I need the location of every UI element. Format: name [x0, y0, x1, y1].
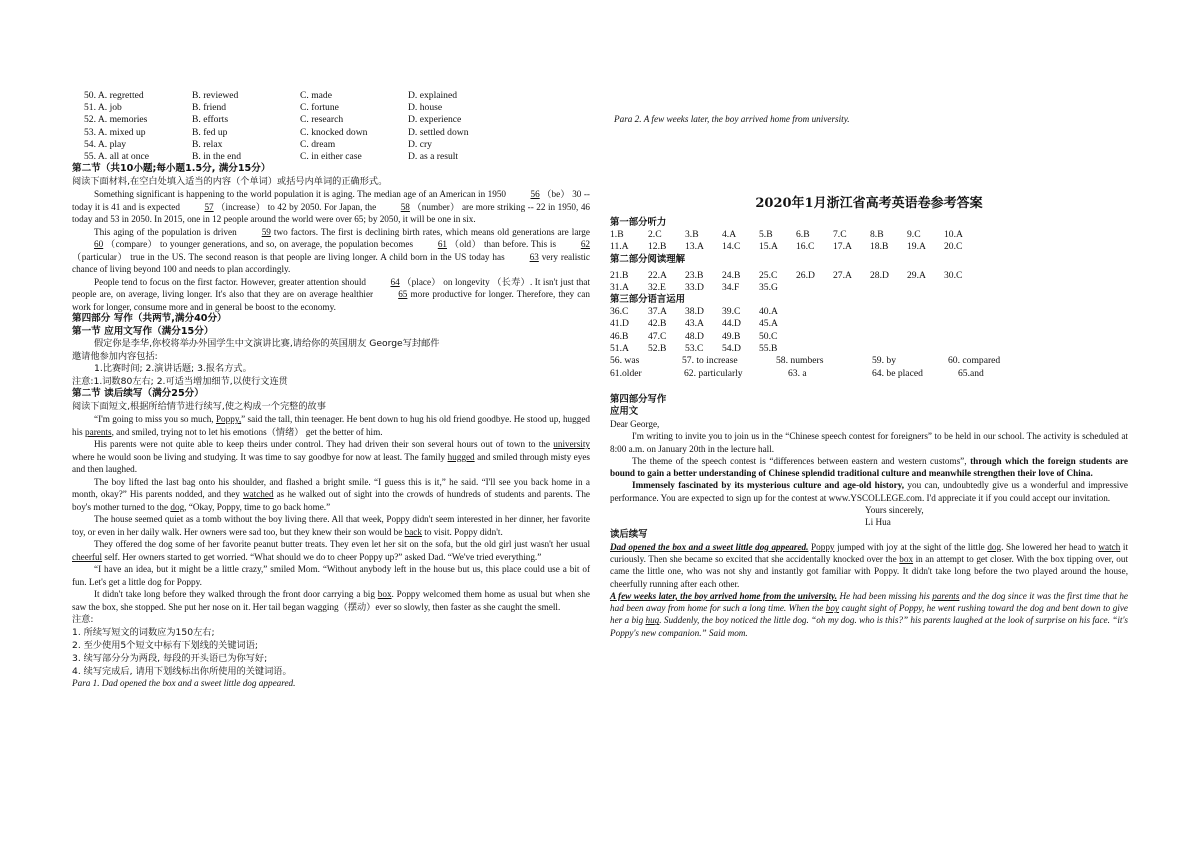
option: D. as a result: [408, 151, 459, 163]
section-title: 第二节（共10小题;每小题1.5分, 满分15分）: [72, 163, 271, 175]
note-item: 3. 续写部分分为两段, 每段的开头语已为你写好;: [72, 653, 268, 665]
option: B. relax: [192, 138, 223, 150]
keyword: cheerful: [72, 551, 103, 562]
option: B. in the end: [192, 151, 242, 163]
answer-subsection-title: 应用文: [610, 405, 639, 417]
keyword: university: [553, 439, 590, 450]
note-item: 2. 至少使用5个短文中标有下划线的关键词语;: [72, 640, 259, 652]
answer-title: 2020年1月浙江省高考英语卷参考答案: [755, 196, 983, 211]
story-paragraph: It didn't take long before they walked through the front door carrying a big box. Poppy welcomed them home as usual but when she saw the box, she stopped. She put her nose on it. Her tail began wagging（摆动）ever so slowly, then faster as she caught the smell.: [72, 589, 590, 612]
para2-prompt: Para 2. A few weeks later, the boy arrived home from university.: [614, 114, 850, 124]
answer-section-title: 第二部分阅读理解: [610, 253, 686, 265]
notes-title: 注意:: [72, 614, 94, 626]
story-paragraph: The house seemed quiet as a tomb without the boy living there. All that week, Poppy didn't seem interested in her dinner, her favorite toy, or even in her daily walk. Her owners were sad too, but they knew their son would be back to visit. Poppy didn't.: [72, 514, 590, 537]
blank: 57: [204, 201, 214, 212]
note-item: 4. 续写完成后, 请用下划线标出你所使用的关键词语。: [72, 666, 292, 678]
note-item: 1. 所续写短文的词数应为150左右;: [72, 627, 215, 639]
blank: 62: [580, 239, 590, 250]
answer-row: 21.B 22.A 23.B 24.B 25.C 26.D 27.A 28.D 29.A 30.C: [610, 269, 963, 281]
letter-closing: Yours sincerely,: [865, 505, 924, 516]
option: D. experience: [408, 114, 462, 126]
keyword: back: [404, 526, 422, 537]
story-paragraph: The boy lifted the last bag onto his shoulder, and flashed a bright smile. “I guess this is it,” he said. “I'll see you back home in a month, okay?” His parents nodded, and they watched as he walked out of sight into the crowds of hundreds of students and parents. The boy's mother turned to the dog, “Okay, Poppy, time to go back home.”: [72, 476, 590, 512]
option: D. settled down: [408, 126, 469, 138]
option: C. dream: [300, 138, 336, 150]
answer-section-title: 第三部分语言运用: [610, 294, 686, 306]
section-title: 第一节 应用文写作（满分15分）: [72, 325, 214, 337]
answer-row: 61.older 62. particularly 63. a 64. be placed 65.and: [610, 367, 984, 379]
option: 55. A. all at once: [84, 151, 150, 163]
option: B. efforts: [192, 114, 229, 126]
cloze-paragraph: Something significant is happening to the world population it is aging. The median age of an American in 1950 56 （be） 30 -- today it is 41 and is expected 57 （increase） to 42 by 2050. For Japan, the 58 （number） are more striking -- 22 in 1950, 46 today and 53 in 2050. In 2015, one in 12 people around the world were over 65; by 2050, it will be one in six.: [72, 189, 591, 225]
blank: 65: [398, 289, 408, 300]
answer-row: 51.A 52.B 53.C 54.D 55.B: [610, 343, 778, 355]
story-paragraph: His parents were not quite able to keep theirs under control. They had driven their son several hours out of town to the university where he would soon be living and studying. It was time to say goodbye for now at least. The family hugged and smiled through misty eyes and then laughed.: [72, 439, 590, 475]
answer-row: 56. was 57. to increase 58. numbers 59. by 60. compared: [610, 355, 1001, 367]
answer-row: 36.C 37.A 38.D 39.C 40.A: [610, 306, 778, 318]
keyword: hugged: [447, 451, 475, 462]
answer-row: 11.A 12.B 13.A 14.C 15.A 16.C 17.A 18.B 19.A 20.C: [610, 241, 963, 253]
option: D. cry: [408, 138, 432, 150]
option: C. fortune: [300, 102, 339, 114]
blank: 61: [437, 239, 447, 250]
option: 50. A. regretted: [84, 90, 144, 101]
writing-points: 1.比赛时间; 2.演讲话题; 3.报名方式。: [94, 363, 252, 375]
story-paragraph: “I'm going to miss you so much, Poppy,” said the tall, thin teenager. He bent down to hug his old friend goodbye. He stood up, hugged his parents, and smiled, trying not to let his emotions（情绪） get the better of him.: [72, 414, 590, 437]
answer-row: 46.B 47.C 48.D 49.B 50.C: [610, 330, 778, 342]
section-instruction: 阅读下面材料,在空白处填入适当的内容（个单词）或括号内单词的正确形式。: [72, 175, 388, 187]
keyword: dog: [170, 501, 185, 512]
cloze-paragraph: People tend to focus on the first factor. However, greater attention should 64 （place） on longevity （长寿）. It isn't just that people are, on average, living longer. It's also that they are on average healthier 65 more productive for longer. Therefore, they can work for longer, consume more and in general be boost to the economy.: [72, 276, 590, 312]
story-paragraph: They offered the dog some of her favorite peanut butter treats. They even let her sit on the sofa, but the old girl just wasn't her usual cheerful self. Her owners started to get worried. “What should we do to cheer Poppy up?” asked Dad. “We've tried everything.”: [72, 539, 590, 562]
option: D. house: [408, 102, 443, 114]
writing-invite: 邀请他参加内容包括:: [72, 350, 158, 362]
keyword: watched: [242, 489, 274, 500]
keyword: box: [377, 589, 392, 600]
answer-row: 31.A 32.E 33.D 34.F 35.G: [610, 281, 778, 293]
option: B. fed up: [192, 126, 228, 138]
option: D. explained: [408, 90, 458, 101]
blank: 63: [529, 251, 539, 262]
option: B. reviewed: [192, 90, 239, 101]
option: 51. A. job: [84, 102, 122, 114]
option: B. friend: [192, 102, 227, 114]
section-instruction: 阅读下面短文,根据所给情节进行续写,使之构成一个完整的故事: [72, 400, 326, 412]
letter-greeting: Dear George,: [610, 418, 660, 429]
letter-paragraph: The theme of the speech contest is “differences between eastern and western customs”, through which the foreign students are bound to gain a better understanding of Chinese splendid traditional culture and meanwhile strengthen their love of China.: [610, 455, 1128, 479]
cloze-paragraph: This aging of the population is driven 59 two factors. The first is declining birth rates, which means old generations are large 60 （compare） to younger generations, and so, on average, the population becomes 61 （old） than before. This is 62 （particular） true in the US. The second reason is that people are living longer. A child born in the US today has 63 very realistic chance of living beyond 100 and needs to plan accordingly.: [72, 226, 591, 275]
option: C. knocked down: [300, 126, 368, 138]
option: 53. A. mixed up: [84, 126, 146, 138]
letter-signature: Li Hua: [865, 517, 891, 528]
keyword: parents: [85, 426, 112, 437]
continuation-paragraph: Dad opened the box and a sweet little dog appeared. Poppy jumped with joy at the sight of the little dog. She lowered her head to watch it curiously. Then she became so excited that she accidentally knocked over the box in an attempt to get closer. With the box tipping over, out came the little one, who was not shy and instantly got familiar with Poppy. It didn't take long before the two played around the house, cheerfully running after each other.: [610, 541, 1129, 589]
writing-prompt: 假定你是李华,你校将举办外国学生中文演讲比赛,请给你的英国朋友 George写封邮件: [94, 338, 440, 350]
story-paragraph: “I have an idea, but it might be a little crazy,” smiled Mom. “Without anybody left in the house but us, this place could use a bit of fun. Let's get a little dog for Poppy.: [72, 564, 590, 587]
blank: 59: [261, 226, 271, 237]
blank: 60: [94, 239, 104, 250]
blank: 64: [390, 276, 400, 287]
option: C. made: [300, 90, 332, 101]
option: C. research: [300, 114, 344, 126]
right-column: [610, 114, 1128, 639]
continuation-paragraph: A few weeks later, the boy arrived home from the university. He had been missing his parents and the dog since it was the first time that he had been away from home for such a long time. When the boy caught sight of Poppy, he went rushing toward the dog and bent down to give her a big hug. Suddenly, the boy noticed the little dog. “oh my dog. who is this?” his parents laughed at the look of surprise on his face. “it's Poppy's new companion.” Said mom.: [610, 590, 1129, 638]
blank: 58: [400, 201, 410, 212]
writing-note: 注意:1.词数80左右; 2.可适当增加细节,以使行文连贯: [72, 375, 288, 387]
blank: 56: [530, 189, 540, 200]
answer-section-title: 第一部分听力: [610, 217, 667, 228]
option: C. in either case: [300, 151, 362, 163]
para1-prompt: Para 1. Dad opened the box and a sweet little dog appeared.: [72, 678, 296, 689]
answer-subsection-title: 读后续写: [610, 528, 648, 540]
letter-paragraph: I'm writing to invite you to join us in the “Chinese speech contest for foreigners” to be held in our school. The activity is scheduled at 8:00 a.m. on January 20th in the lecture hall.: [610, 431, 1128, 454]
section-title: 第二节 读后续写（满分25分）: [72, 388, 204, 400]
left-column: [72, 90, 590, 688]
option: 52. A. memories: [84, 114, 148, 126]
letter-paragraph: Immensely fascinated by its mysterious culture and age-old history, you can, undoubtedly give us a wonderful and impressive performance. You are expected to sign up for the contest at www.YSCOLLEGE.com. I'd appreciate it if you could accept our invitation.: [610, 480, 1128, 503]
answer-section-title: 第四部分写作: [610, 393, 667, 405]
option: 54. A. play: [84, 138, 127, 150]
answer-row: 41.D 42.B 43.A 44.D 45.A: [610, 318, 778, 330]
keyword: Poppy,: [215, 414, 242, 425]
part-title: 第四部分 写作（共两节,满分40分）: [72, 313, 227, 325]
answer-row: 1.B 2.C 3.B 4.A 5.B 6.B 7.C 8.B 9.C 10.A: [610, 229, 963, 240]
cloze-options: [84, 90, 590, 163]
